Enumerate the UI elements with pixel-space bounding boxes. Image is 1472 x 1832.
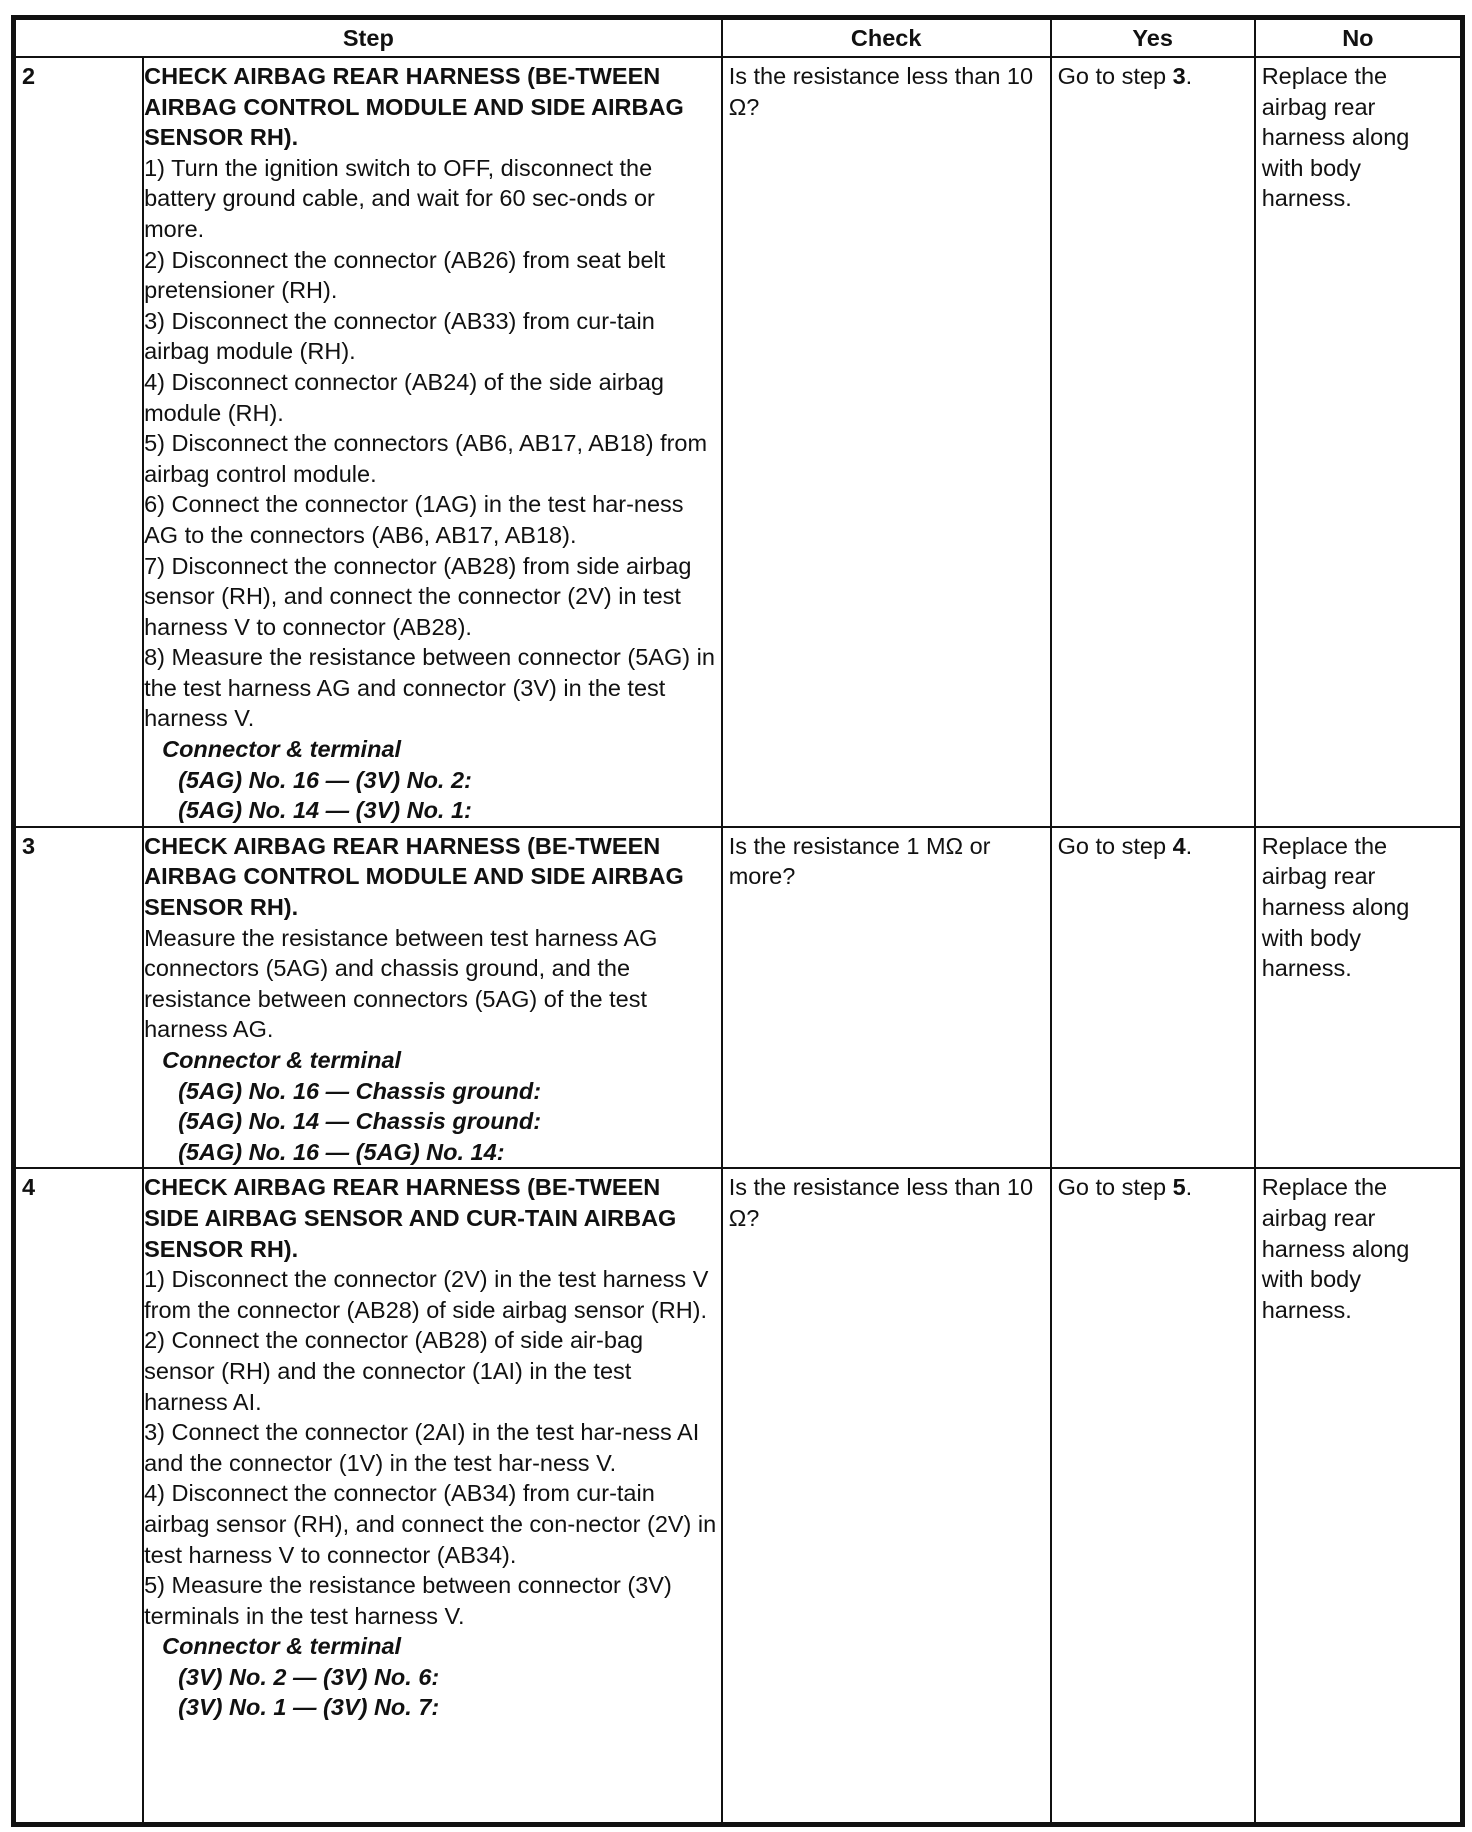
column-header-no: No — [1255, 19, 1461, 57]
column-header-step: Step — [15, 19, 722, 57]
check-cell: Is the resistance less than 10 Ω? — [722, 1168, 1051, 1823]
yes-text: Go to step — [1057, 832, 1173, 859]
connector-terminal-pair: (5AG) No. 16 — (5AG) No. 14: — [178, 1138, 505, 1165]
step-title: CHECK AIRBAG REAR HARNESS (BE-TWEEN SIDE AIRBAG SENSOR AND CUR-TAIN AIRBAG SENSOR RH). — [144, 1174, 677, 1262]
procedure-line: 7) Disconnect the connector (AB28) from side airbag sensor (RH), and connect the connector (2V) in test harness V to connector (AB28). — [144, 552, 692, 640]
no-cell — [1255, 827, 1461, 1169]
connector-terminal-heading: Connector & terminal — [162, 1047, 402, 1073]
no-action-text: Replace the airbag rear harness along with body harness. — [1261, 63, 1410, 212]
check-cell: Is the resistance less than 10 Ω? — [722, 57, 1051, 827]
yes-cell — [1051, 57, 1255, 827]
column-header-yes: Yes — [1051, 19, 1255, 57]
no-action-text: Replace the airbag rear harness along with body harness. — [1261, 832, 1410, 982]
yes-text: Go to step — [1057, 1174, 1173, 1201]
diagnostic-table-frame — [11, 15, 1465, 1827]
step-title: CHECK AIRBAG REAR HARNESS (BE-TWEEN AIRBAG CONTROL MODULE AND SIDE AIRBAG SENSOR RH). — [144, 832, 684, 921]
procedure-line: Measure the resistance between test harness AG connectors (5AG) and chassis ground, and the resistance between connectors (5AG) of the test harness AG. — [144, 924, 658, 1043]
no-cell — [1255, 1168, 1461, 1823]
table-row — [15, 1168, 1461, 1823]
procedure-line: 4) Disconnect connector (AB24) of the side airbag module (RH). — [144, 368, 664, 426]
diagnostic-procedure-table — [14, 18, 1462, 1824]
procedure-line: 3) Disconnect the connector (AB33) from cur-tain airbag module (RH). — [144, 307, 655, 365]
procedure-line: 8) Measure the resistance between connector (5AG) in the test harness AG and connector (3V) in the test harness V. — [144, 644, 715, 732]
procedure-line: 6) Connect the connector (1AG) in the test har-ness AG to the connectors (AB6, AB17, AB18). — [144, 491, 684, 548]
yes-suffix: . — [1185, 63, 1193, 89]
procedure-line: 1) Turn the ignition switch to OFF, disconnect the battery ground cable, and wait for 60 sec-onds or more. — [144, 154, 655, 242]
check-cell: Is the resistance 1 MΩ or more? — [722, 827, 1051, 1169]
table-row — [15, 827, 1461, 1169]
column-header-check: Check — [722, 19, 1051, 57]
yes-suffix: . — [1185, 1174, 1193, 1201]
step-number: 3 — [15, 827, 143, 1169]
connector-terminal-pair: (5AG) No. 16 — Chassis ground: — [178, 1077, 542, 1104]
connector-terminal-pair: (5AG) No. 14 — (3V) No. 1: — [178, 797, 472, 824]
step-cell — [143, 827, 722, 1169]
connector-terminal-pair: (3V) No. 2 — (3V) No. 6: — [178, 1663, 440, 1690]
procedure-line: 4) Disconnect the connector (AB34) from cur-tain airbag sensor (RH), and connect the con-nector (2V) in test harness V to connector (AB34). — [144, 1480, 717, 1568]
procedure-line: 2) Disconnect the connector (AB26) from seat belt pretensioner (RH). — [144, 246, 666, 304]
step-number: 4 — [15, 1168, 143, 1823]
connector-terminal-pair: (3V) No. 1 — (3V) No. 7: — [178, 1694, 440, 1721]
table-header-row — [15, 19, 1461, 57]
yes-cell — [1051, 827, 1255, 1169]
step-cell — [143, 1168, 722, 1823]
connector-terminal-heading: Connector & terminal — [162, 1633, 402, 1660]
procedure-line: 5) Disconnect the connectors (AB6, AB17, AB18) from airbag control module. — [144, 430, 708, 487]
step-cell — [143, 57, 722, 827]
procedure-line: 3) Connect the connector (2AI) in the test har-ness AI and the connector (1V) in the test har-ness V. — [144, 1419, 700, 1476]
procedure-line: 2) Connect the connector (AB28) of side air-bag sensor (RH) and the connector (1AI) in the test harness AI. — [144, 1327, 644, 1415]
no-cell — [1255, 57, 1461, 827]
no-action-text: Replace the airbag rear harness along with body harness. — [1261, 1174, 1410, 1323]
procedure-line: 1) Disconnect the connector (2V) in the test harness V from the connector (AB28) of side airbag sensor (RH). — [144, 1266, 709, 1323]
goto-step-number: 5 — [1172, 1174, 1186, 1201]
yes-cell — [1051, 1168, 1255, 1823]
connector-terminal-pair: (5AG) No. 16 — (3V) No. 2: — [178, 766, 472, 793]
step-title: CHECK AIRBAG REAR HARNESS (BE-TWEEN AIRBAG CONTROL MODULE AND SIDE AIRBAG SENSOR RH). — [144, 63, 684, 151]
procedure-line: 5) Measure the resistance between connector (3V) terminals in the test harness V. — [144, 1572, 672, 1629]
connector-terminal-pair: (5AG) No. 14 — Chassis ground: — [178, 1108, 542, 1135]
goto-step-number: 4 — [1172, 832, 1186, 859]
yes-text: Go to step — [1057, 63, 1173, 89]
yes-suffix: . — [1185, 832, 1193, 859]
connector-terminal-heading: Connector & terminal — [162, 736, 402, 763]
step-number: 2 — [15, 57, 143, 827]
goto-step-number: 3 — [1172, 63, 1186, 89]
table-row — [15, 57, 1461, 827]
